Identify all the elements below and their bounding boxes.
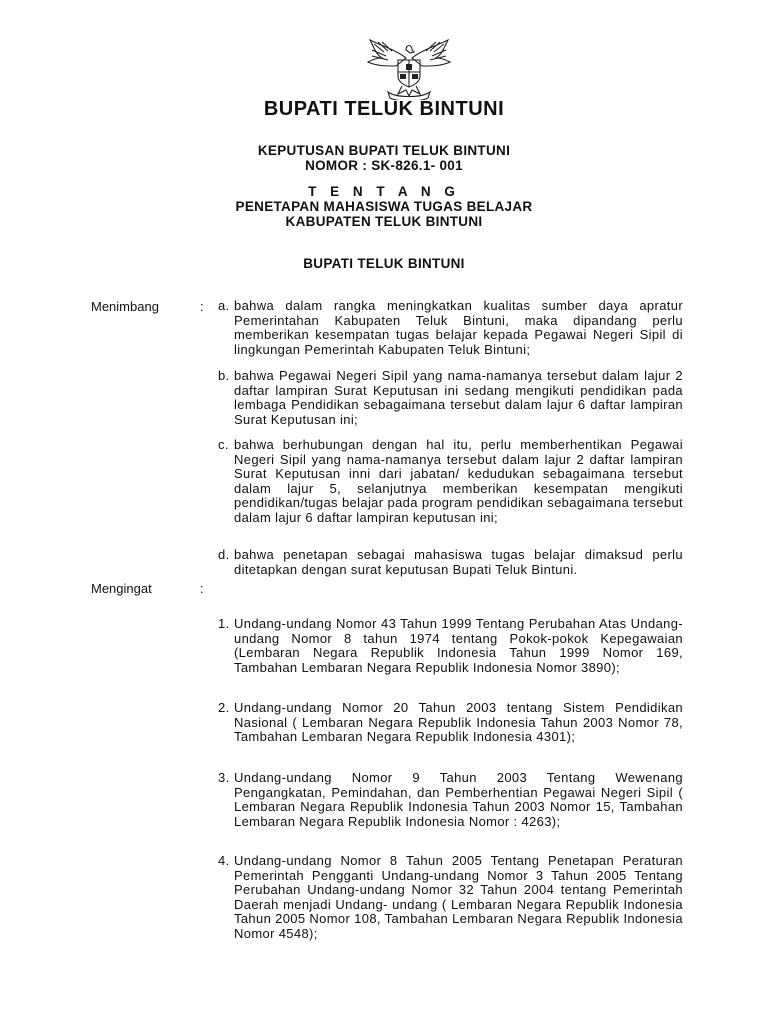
item-text: Undang-undang Nomor 20 Tahun 2003 tentang Sistem Pendidikan Nasional ( Lembaran Negara Republik Indonesia Tahun 2003 Nomor 78, Tambahan Lembaran Negara Republik Indonesia 4301); [234,700,683,745]
item-text: bahwa dalam rangka meningkatkan kualitas sumber daya apratur Pemerintahan Kabupaten Teluk Bintuni, maka dipandang perlu memberikan kesempatan tugas belajar kepada Pegawai Negeri Sipil di lingkungan Pemerintah Kabupaten Teluk Bintuni; [234,298,683,357]
decree-title: KEPUTUSAN BUPATI TELUK BINTUNI [257,143,511,158]
item-marker: 2. [218,700,230,715]
item-text: bahwa Pegawai Negeri Sipil yang nama-namanya tersebut dalam lajur 2 daftar lampiran Surat Keputusan ini sedang mengikuti pendidikan pada lembaga Pendidikan sebagaimana tersebut dalam lajur 6 daftar lampiran Surat Keputusan ini; [234,368,683,427]
item-marker: c. [218,437,229,452]
mengingat-colon: : [200,581,204,596]
mengingat-item-4 [218,854,683,942]
mengingat-item-1 [218,617,683,675]
item-marker: 4. [218,853,230,868]
item-marker: a. [218,298,230,313]
item-text: bahwa berhubungan dengan hal itu, perlu memberhentikan Pegawai Negeri Sipil yang nama-namanya tersebut dalam lajur 2 daftar lampiran Surat Keputusan inni dari jabatan/ kedudukan sebagaimana tersebut dalam lajur 5, selanjutnya memberikan kesempatan mengikuti pendidikan/tugas belajar pada program pendidikan sebagaimana tersebut dalam lajur 6 daftar lampiran keputusan ini; [234,437,683,525]
menimbang-item-d [218,548,683,577]
decree-number: NOMOR : SK-826.1- 001 [305,158,463,173]
signatory-heading: BUPATI TELUK BINTUNI [303,256,465,271]
mengingat-item-2 [218,701,683,745]
menimbang-colon: : [200,299,204,314]
item-marker: 1. [218,616,230,631]
subject-line-1: PENETAPAN MAHASISWA TUGAS BELAJAR [235,199,533,214]
item-marker: d. [218,547,230,562]
menimbang-item-b [218,369,683,427]
item-text: bahwa penetapan sebagai mahasiswa tugas belajar dimaksud perlu ditetapkan dengan surat keputusan Bupati Teluk Bintuni. [234,547,683,577]
subject-line-2: KABUPATEN TELUK BINTUNI [285,214,483,229]
item-text: Undang-undang Nomor 8 Tahun 2005 Tentang Penetapan Peraturan Pemerintah Pengganti Undang-undang Nomor 3 Tahun 2005 Tentang Perubahan Undang-undang Nomor 32 Tahun 2004 tentang Pemerintah Daerah menjadi Undang- undang ( Lembaran Negara Republik Indonesia Tahun 2005 Nomor 108, Tambahan Lembaran Negara Republik Indonesia Nomor 4548); [234,853,683,941]
mengingat-label: Mengingat [91,581,152,596]
item-marker: b. [218,368,230,383]
menimbang-item-a [218,299,683,357]
item-marker: 3. [218,770,230,785]
menimbang-label: Menimbang [91,299,159,314]
document-title: BUPATI TELUK BINTUNI [263,98,505,120]
mengingat-item-3 [218,771,683,829]
menimbang-item-c [218,438,683,526]
garuda-emblem-icon [362,36,456,100]
item-text: Undang-undang Nomor 9 Tahun 2003 Tentang Wewenang Pengangkatan, Pemindahan, dan Pemberhentian Pegawai Negeri Sipil ( Lembaran Negara Republik Indonesia Tahun 2003 Nomor 15, Tambahan Lembaran Negara Republik Indonesia Nomor : 4263); [234,770,683,829]
tentang-heading: T E N T A N G [308,184,460,199]
item-text: Undang-undang Nomor 43 Tahun 1999 Tentang Perubahan Atas Undang-undang Nomor 8 tahun 1974 tentang Pokok-pokok Kepegawaian (Lembaran Negara Republik Indonesia Tahun 1999 Nomor 169, Tambahan Lembaran Negara Republik Indonesia Nomor 3890); [234,616,683,675]
